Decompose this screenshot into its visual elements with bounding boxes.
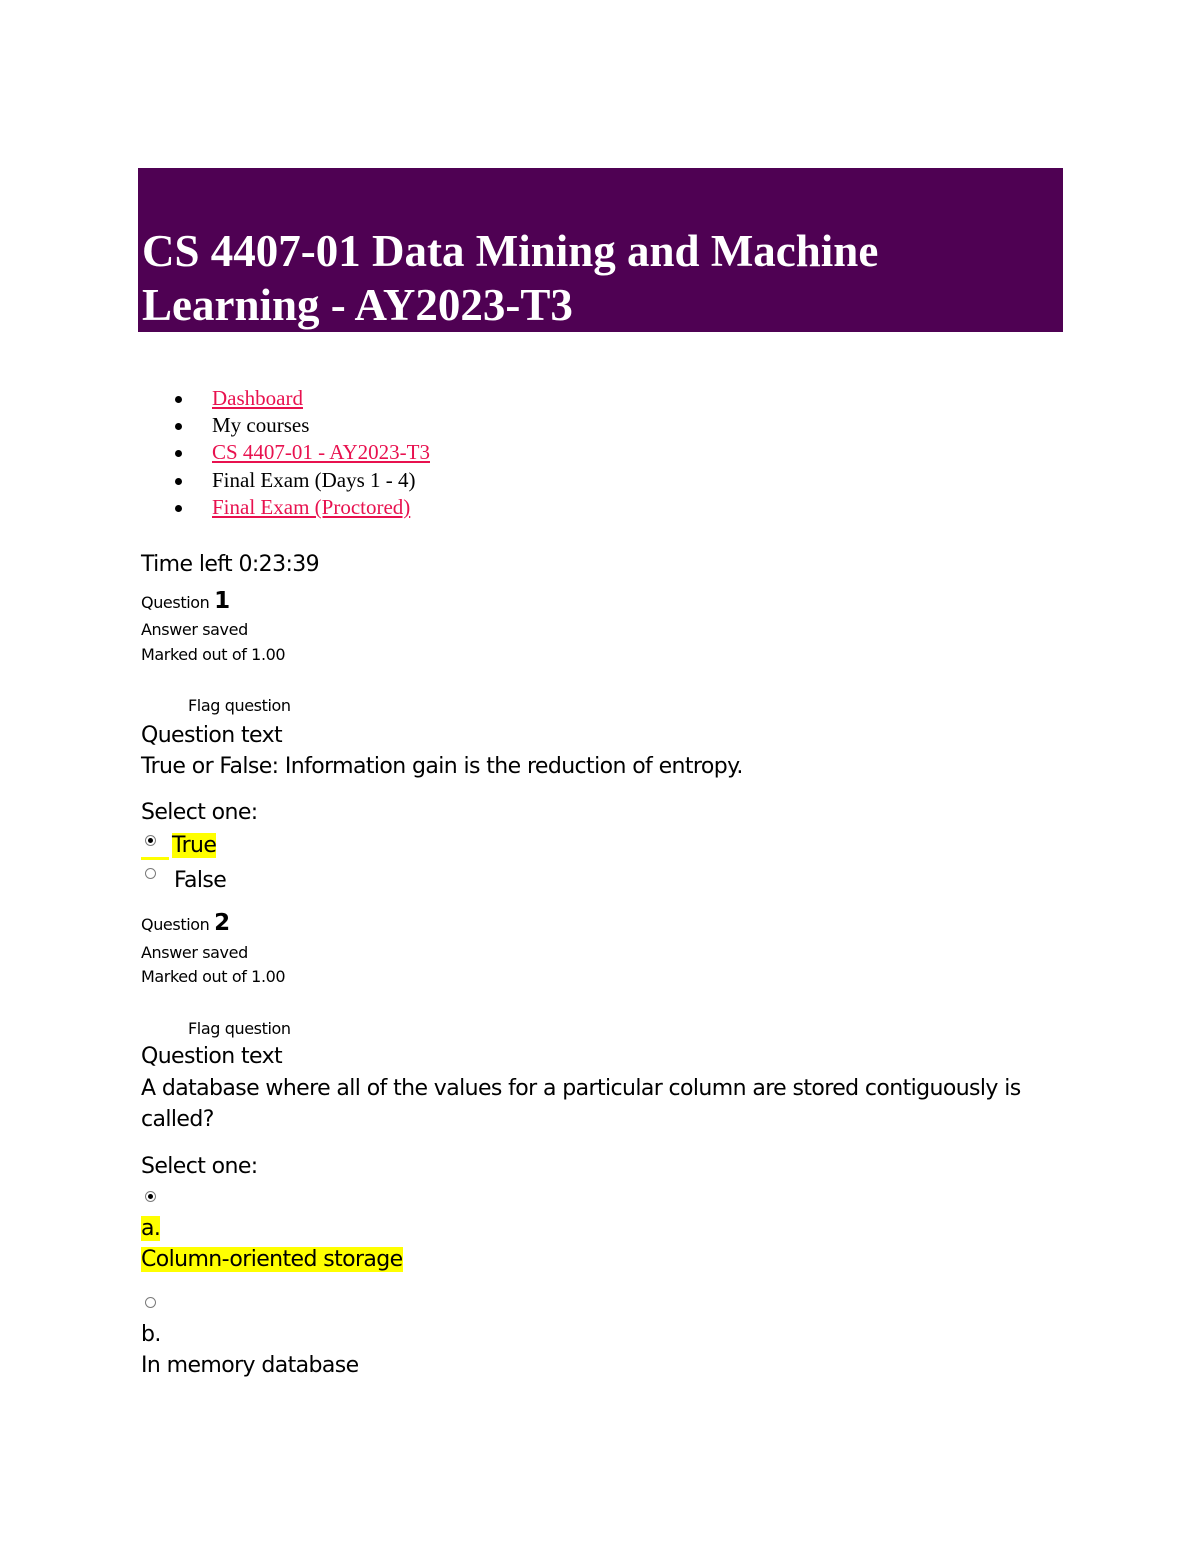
question-2-option-a-letter[interactable]: a. (141, 1216, 161, 1241)
selection-highlight-mark (141, 857, 169, 860)
course-banner (138, 168, 1063, 332)
breadcrumb-item-final-exam-section: Final Exam (Days 1 - 4) (172, 467, 430, 494)
question-2-text-heading: Question text (141, 1044, 283, 1069)
question-1-option-false-label[interactable]: False (174, 868, 227, 893)
question-2-label: Question (141, 915, 210, 934)
course-title: CS 4407-01 Data Mining and Machine Learning - AY2023-T3 (142, 226, 879, 330)
breadcrumb-item-course (172, 439, 430, 466)
question-2-marks: Marked out of 1.00 (141, 967, 286, 986)
breadcrumb-item-final-exam (172, 494, 430, 521)
breadcrumb-link-dashboard[interactable]: Dashboard (212, 386, 303, 410)
question-1-header (141, 588, 230, 614)
question-2-status: Answer saved (141, 943, 248, 962)
breadcrumb-item-dashboard (172, 385, 430, 412)
question-1-prompt: Select one: (141, 800, 258, 825)
question-1-marks: Marked out of 1.00 (141, 645, 286, 664)
question-2-option-a-label[interactable]: Column-oriented storage (141, 1247, 403, 1272)
question-2-number: 2 (214, 910, 231, 936)
question-2-text-line-1: A database where all of the values for a particular column are stored contiguously is (141, 1076, 1021, 1101)
question-1-option-true-radio[interactable] (145, 835, 156, 846)
time-left: Time left 0:23:39 (141, 552, 320, 577)
question-2-text-line-2: called? (141, 1107, 214, 1132)
question-1-status: Answer saved (141, 620, 248, 639)
breadcrumb-link-final-exam[interactable]: Final Exam (Proctored) (212, 494, 411, 519)
breadcrumb (172, 385, 430, 521)
question-1-text-heading: Question text (141, 723, 283, 748)
breadcrumb-link-course[interactable]: CS 4407-01 - AY2023-T3 (212, 440, 430, 465)
breadcrumb-item-my-courses: My courses (172, 412, 430, 439)
question-1-text: True or False: Information gain is the reduction of entropy. (141, 754, 743, 779)
question-2-option-b-label[interactable]: In memory database (141, 1353, 359, 1378)
question-2-flag-button[interactable]: Flag question (188, 1019, 291, 1038)
question-2-option-b-radio[interactable] (145, 1297, 156, 1308)
question-2-option-b-letter[interactable]: b. (141, 1322, 161, 1347)
question-1-number: 1 (214, 588, 231, 614)
question-1-label: Question (141, 593, 210, 612)
question-1-flag-button[interactable]: Flag question (188, 696, 291, 715)
question-2-header (141, 910, 230, 936)
question-1-option-false-radio[interactable] (145, 868, 156, 879)
question-1-option-true-label[interactable]: True (172, 833, 217, 858)
question-2-prompt: Select one: (141, 1154, 258, 1179)
question-2-option-a-radio[interactable] (145, 1191, 156, 1202)
